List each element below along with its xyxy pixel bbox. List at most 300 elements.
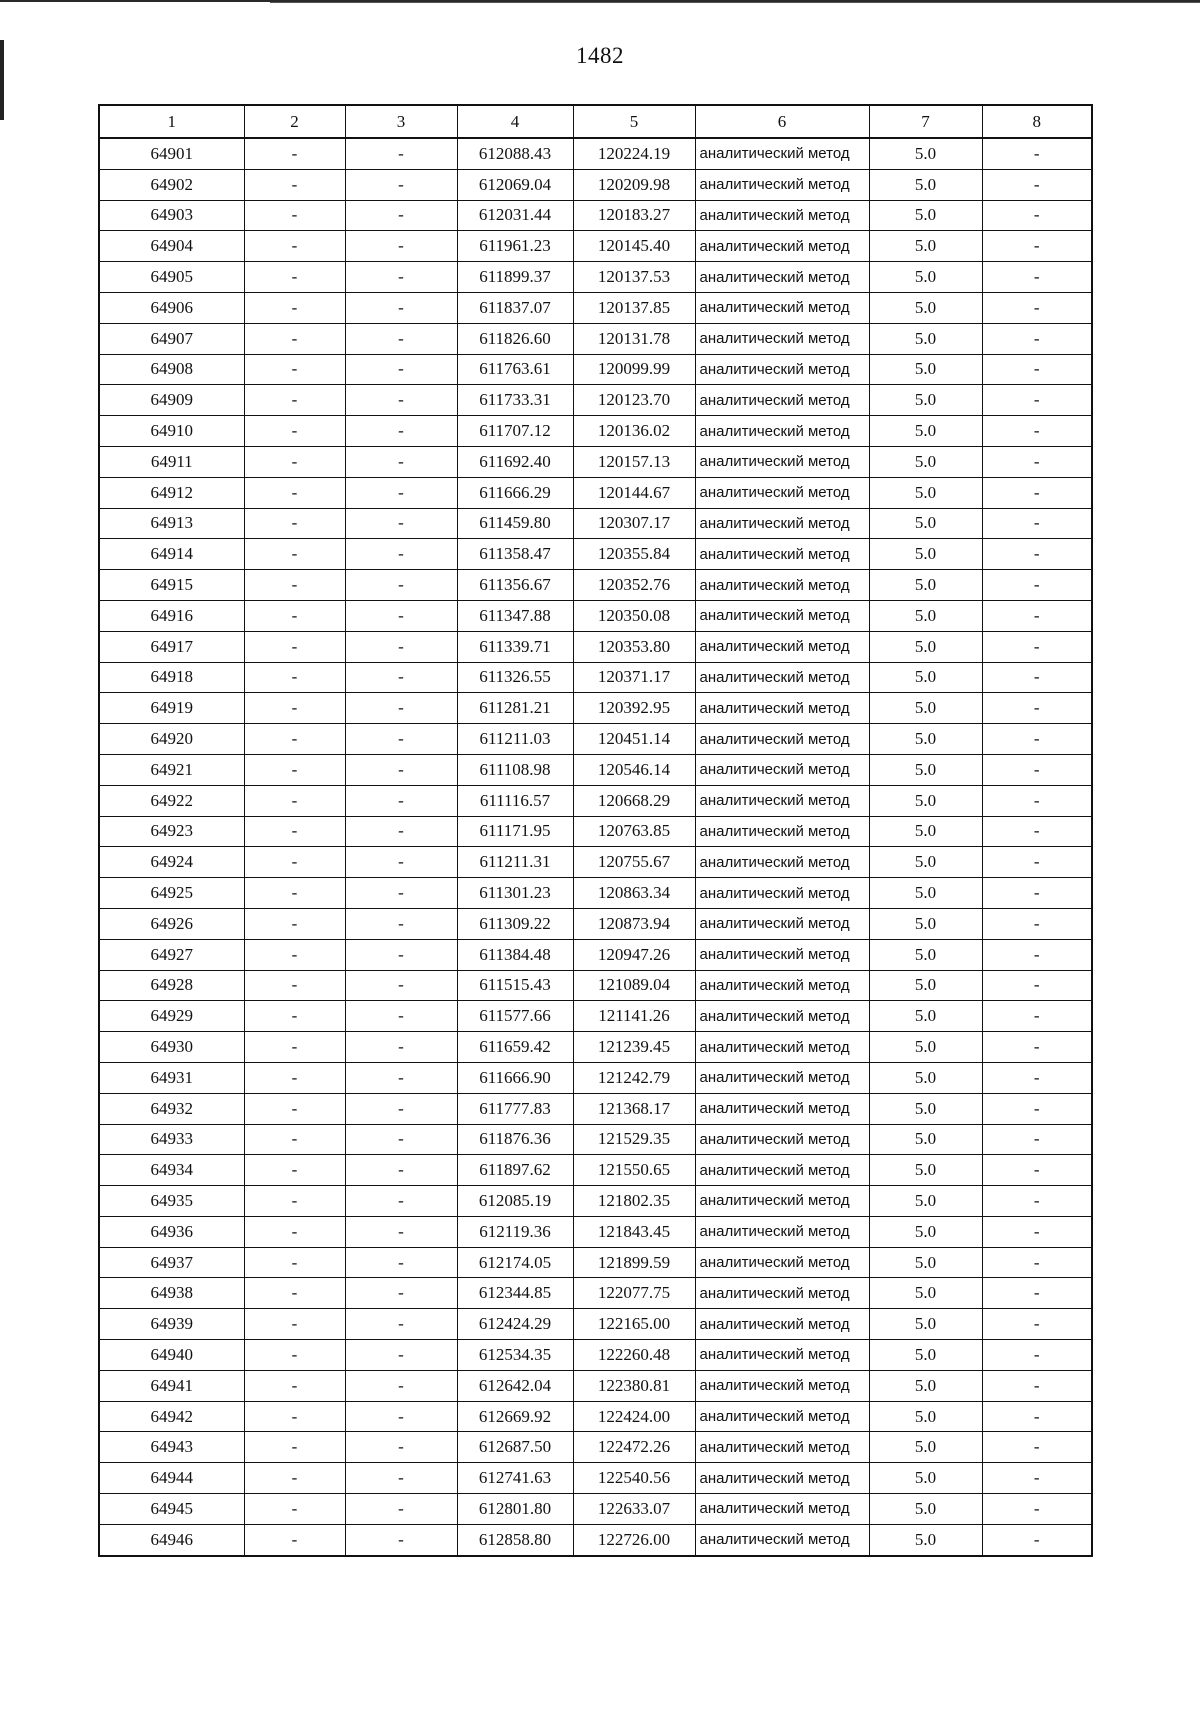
- table-row: [99, 847, 1092, 878]
- col3-cell: -: [345, 262, 457, 293]
- col8-cell: -: [982, 1494, 1092, 1525]
- method-cell: аналитический метод: [695, 1340, 869, 1371]
- col8-cell: -: [982, 570, 1092, 601]
- table-row: [99, 231, 1092, 262]
- point-number-cell: 64902: [99, 169, 244, 200]
- x-coordinate-cell: 611515.43: [457, 970, 573, 1001]
- point-number-cell: 64903: [99, 200, 244, 231]
- col8-cell: -: [982, 1432, 1092, 1463]
- col8-cell: -: [982, 200, 1092, 231]
- x-coordinate-cell: 611666.29: [457, 477, 573, 508]
- accuracy-cell: 5.0: [869, 662, 982, 693]
- col3-cell: -: [345, 1093, 457, 1124]
- table-row: [99, 1032, 1092, 1063]
- x-coordinate-cell: 611876.36: [457, 1124, 573, 1155]
- method-cell: аналитический метод: [695, 385, 869, 416]
- point-number-cell: 64936: [99, 1216, 244, 1247]
- table-row: [99, 200, 1092, 231]
- table-row: [99, 323, 1092, 354]
- table-row: [99, 724, 1092, 755]
- method-cell: аналитический метод: [695, 231, 869, 262]
- col8-cell: -: [982, 231, 1092, 262]
- x-coordinate-cell: 612801.80: [457, 1494, 573, 1525]
- x-coordinate-cell: 612669.92: [457, 1401, 573, 1432]
- col3-cell: -: [345, 1370, 457, 1401]
- col3-cell: -: [345, 1340, 457, 1371]
- accuracy-cell: 5.0: [869, 477, 982, 508]
- y-coordinate-cell: 121843.45: [573, 1216, 695, 1247]
- point-number-cell: 64906: [99, 292, 244, 323]
- y-coordinate-cell: 120123.70: [573, 385, 695, 416]
- x-coordinate-cell: 611659.42: [457, 1032, 573, 1063]
- point-number-cell: 64923: [99, 816, 244, 847]
- col8-cell: -: [982, 1309, 1092, 1340]
- col2-cell: -: [244, 1155, 345, 1186]
- col2-cell: -: [244, 200, 345, 231]
- point-number-cell: 64920: [99, 724, 244, 755]
- col3-cell: -: [345, 1494, 457, 1525]
- col8-cell: -: [982, 1524, 1092, 1555]
- col3-cell: -: [345, 754, 457, 785]
- col8-cell: -: [982, 724, 1092, 755]
- method-cell: аналитический метод: [695, 785, 869, 816]
- table-row: [99, 416, 1092, 447]
- col2-cell: -: [244, 1278, 345, 1309]
- col2-cell: -: [244, 292, 345, 323]
- col8-cell: -: [982, 292, 1092, 323]
- x-coordinate-cell: 611301.23: [457, 878, 573, 909]
- col3-cell: -: [345, 385, 457, 416]
- x-coordinate-cell: 611211.03: [457, 724, 573, 755]
- column-header: 1: [99, 105, 244, 138]
- col8-cell: -: [982, 1186, 1092, 1217]
- method-cell: аналитический метод: [695, 1001, 869, 1032]
- x-coordinate-cell: 611459.80: [457, 508, 573, 539]
- col8-cell: -: [982, 816, 1092, 847]
- accuracy-cell: 5.0: [869, 1278, 982, 1309]
- x-coordinate-cell: 612741.63: [457, 1463, 573, 1494]
- x-coordinate-cell: 611733.31: [457, 385, 573, 416]
- table-row: [99, 1463, 1092, 1494]
- x-coordinate-cell: 611826.60: [457, 323, 573, 354]
- x-coordinate-cell: 612119.36: [457, 1216, 573, 1247]
- col2-cell: -: [244, 477, 345, 508]
- x-coordinate-cell: 612344.85: [457, 1278, 573, 1309]
- col3-cell: -: [345, 354, 457, 385]
- y-coordinate-cell: 122077.75: [573, 1278, 695, 1309]
- method-cell: аналитический метод: [695, 570, 869, 601]
- top-border-line-secondary: [270, 2, 1200, 3]
- col2-cell: -: [244, 1062, 345, 1093]
- col8-cell: -: [982, 446, 1092, 477]
- col2-cell: -: [244, 262, 345, 293]
- col8-cell: -: [982, 1001, 1092, 1032]
- col3-cell: -: [345, 631, 457, 662]
- col3-cell: -: [345, 477, 457, 508]
- method-cell: аналитический метод: [695, 200, 869, 231]
- col8-cell: -: [982, 169, 1092, 200]
- table-row: [99, 970, 1092, 1001]
- method-cell: аналитический метод: [695, 1247, 869, 1278]
- x-coordinate-cell: 611899.37: [457, 262, 573, 293]
- col2-cell: -: [244, 1494, 345, 1525]
- col2-cell: -: [244, 1186, 345, 1217]
- method-cell: аналитический метод: [695, 416, 869, 447]
- col8-cell: -: [982, 693, 1092, 724]
- accuracy-cell: 5.0: [869, 600, 982, 631]
- accuracy-cell: 5.0: [869, 1093, 982, 1124]
- point-number-cell: 64917: [99, 631, 244, 662]
- y-coordinate-cell: 120546.14: [573, 754, 695, 785]
- table-row: [99, 1309, 1092, 1340]
- point-number-cell: 64941: [99, 1370, 244, 1401]
- col8-cell: -: [982, 477, 1092, 508]
- table-row: [99, 939, 1092, 970]
- accuracy-cell: 5.0: [869, 262, 982, 293]
- method-cell: аналитический метод: [695, 1124, 869, 1155]
- method-cell: аналитический метод: [695, 754, 869, 785]
- x-coordinate-cell: 611108.98: [457, 754, 573, 785]
- x-coordinate-cell: 611356.67: [457, 570, 573, 601]
- method-cell: аналитический метод: [695, 138, 869, 169]
- y-coordinate-cell: 121141.26: [573, 1001, 695, 1032]
- col2-cell: -: [244, 1216, 345, 1247]
- x-coordinate-cell: 612687.50: [457, 1432, 573, 1463]
- x-coordinate-cell: 612424.29: [457, 1309, 573, 1340]
- point-number-cell: 64910: [99, 416, 244, 447]
- y-coordinate-cell: 120157.13: [573, 446, 695, 477]
- accuracy-cell: 5.0: [869, 354, 982, 385]
- col8-cell: -: [982, 539, 1092, 570]
- accuracy-cell: 5.0: [869, 1370, 982, 1401]
- col3-cell: -: [345, 1124, 457, 1155]
- point-number-cell: 64918: [99, 662, 244, 693]
- method-cell: аналитический метод: [695, 1216, 869, 1247]
- point-number-cell: 64907: [99, 323, 244, 354]
- col2-cell: -: [244, 1432, 345, 1463]
- y-coordinate-cell: 120144.67: [573, 477, 695, 508]
- column-header: 2: [244, 105, 345, 138]
- method-cell: аналитический метод: [695, 1401, 869, 1432]
- y-coordinate-cell: 122633.07: [573, 1494, 695, 1525]
- accuracy-cell: 5.0: [869, 416, 982, 447]
- col2-cell: -: [244, 1247, 345, 1278]
- point-number-cell: 64913: [99, 508, 244, 539]
- col3-cell: -: [345, 1524, 457, 1555]
- point-number-cell: 64932: [99, 1093, 244, 1124]
- col3-cell: -: [345, 847, 457, 878]
- accuracy-cell: 5.0: [869, 939, 982, 970]
- x-coordinate-cell: 611692.40: [457, 446, 573, 477]
- x-coordinate-cell: 611666.90: [457, 1062, 573, 1093]
- point-number-cell: 64940: [99, 1340, 244, 1371]
- col2-cell: -: [244, 970, 345, 1001]
- x-coordinate-cell: 612031.44: [457, 200, 573, 231]
- point-number-cell: 64919: [99, 693, 244, 724]
- table-row: [99, 816, 1092, 847]
- y-coordinate-cell: 120668.29: [573, 785, 695, 816]
- column-header: 6: [695, 105, 869, 138]
- method-cell: аналитический метод: [695, 1309, 869, 1340]
- col3-cell: -: [345, 292, 457, 323]
- table-row: [99, 292, 1092, 323]
- accuracy-cell: 5.0: [869, 1494, 982, 1525]
- y-coordinate-cell: 121550.65: [573, 1155, 695, 1186]
- col3-cell: -: [345, 816, 457, 847]
- method-cell: аналитический метод: [695, 724, 869, 755]
- point-number-cell: 64943: [99, 1432, 244, 1463]
- x-coordinate-cell: 612534.35: [457, 1340, 573, 1371]
- accuracy-cell: 5.0: [869, 1124, 982, 1155]
- col2-cell: -: [244, 1093, 345, 1124]
- col8-cell: -: [982, 138, 1092, 169]
- accuracy-cell: 5.0: [869, 385, 982, 416]
- table-row: [99, 570, 1092, 601]
- method-cell: аналитический метод: [695, 1155, 869, 1186]
- table-row: [99, 169, 1092, 200]
- table-row: [99, 785, 1092, 816]
- point-number-cell: 64901: [99, 138, 244, 169]
- table-row: [99, 1124, 1092, 1155]
- col3-cell: -: [345, 785, 457, 816]
- x-coordinate-cell: 611326.55: [457, 662, 573, 693]
- accuracy-cell: 5.0: [869, 693, 982, 724]
- col3-cell: -: [345, 1278, 457, 1309]
- y-coordinate-cell: 122540.56: [573, 1463, 695, 1494]
- point-number-cell: 64904: [99, 231, 244, 262]
- col8-cell: -: [982, 1062, 1092, 1093]
- col3-cell: -: [345, 908, 457, 939]
- table-row: [99, 1186, 1092, 1217]
- table-row: [99, 1370, 1092, 1401]
- point-number-cell: 64927: [99, 939, 244, 970]
- col2-cell: -: [244, 508, 345, 539]
- point-number-cell: 64911: [99, 446, 244, 477]
- x-coordinate-cell: 612085.19: [457, 1186, 573, 1217]
- col8-cell: -: [982, 908, 1092, 939]
- method-cell: аналитический метод: [695, 292, 869, 323]
- accuracy-cell: 5.0: [869, 1247, 982, 1278]
- y-coordinate-cell: 122165.00: [573, 1309, 695, 1340]
- x-coordinate-cell: 611358.47: [457, 539, 573, 570]
- method-cell: аналитический метод: [695, 539, 869, 570]
- point-number-cell: 64945: [99, 1494, 244, 1525]
- table-row: [99, 539, 1092, 570]
- col3-cell: -: [345, 1247, 457, 1278]
- method-cell: аналитический метод: [695, 169, 869, 200]
- table-header-row: [99, 105, 1092, 138]
- table-row: [99, 138, 1092, 169]
- col8-cell: -: [982, 1401, 1092, 1432]
- y-coordinate-cell: 120131.78: [573, 323, 695, 354]
- y-coordinate-cell: 120352.76: [573, 570, 695, 601]
- method-cell: аналитический метод: [695, 816, 869, 847]
- col3-cell: -: [345, 200, 457, 231]
- col3-cell: -: [345, 1463, 457, 1494]
- table-row: [99, 385, 1092, 416]
- y-coordinate-cell: 120353.80: [573, 631, 695, 662]
- accuracy-cell: 5.0: [869, 754, 982, 785]
- x-coordinate-cell: 612069.04: [457, 169, 573, 200]
- x-coordinate-cell: 611961.23: [457, 231, 573, 262]
- col2-cell: -: [244, 1001, 345, 1032]
- table-row: [99, 1340, 1092, 1371]
- column-header: 3: [345, 105, 457, 138]
- accuracy-cell: 5.0: [869, 878, 982, 909]
- point-number-cell: 64926: [99, 908, 244, 939]
- method-cell: аналитический метод: [695, 1032, 869, 1063]
- method-cell: аналитический метод: [695, 1370, 869, 1401]
- method-cell: аналитический метод: [695, 970, 869, 1001]
- method-cell: аналитический метод: [695, 354, 869, 385]
- y-coordinate-cell: 120873.94: [573, 908, 695, 939]
- method-cell: аналитический метод: [695, 1062, 869, 1093]
- x-coordinate-cell: 611763.61: [457, 354, 573, 385]
- col2-cell: -: [244, 138, 345, 169]
- accuracy-cell: 5.0: [869, 724, 982, 755]
- col2-cell: -: [244, 385, 345, 416]
- x-coordinate-cell: 611577.66: [457, 1001, 573, 1032]
- method-cell: аналитический метод: [695, 1278, 869, 1309]
- point-number-cell: 64938: [99, 1278, 244, 1309]
- accuracy-cell: 5.0: [869, 446, 982, 477]
- y-coordinate-cell: 121242.79: [573, 1062, 695, 1093]
- point-number-cell: 64916: [99, 600, 244, 631]
- table-row: [99, 662, 1092, 693]
- point-number-cell: 64939: [99, 1309, 244, 1340]
- accuracy-cell: 5.0: [869, 539, 982, 570]
- method-cell: аналитический метод: [695, 693, 869, 724]
- point-number-cell: 64912: [99, 477, 244, 508]
- col2-cell: -: [244, 323, 345, 354]
- col8-cell: -: [982, 323, 1092, 354]
- y-coordinate-cell: 120224.19: [573, 138, 695, 169]
- table-row: [99, 1432, 1092, 1463]
- accuracy-cell: 5.0: [869, 1216, 982, 1247]
- accuracy-cell: 5.0: [869, 508, 982, 539]
- table-row: [99, 1093, 1092, 1124]
- col2-cell: -: [244, 693, 345, 724]
- y-coordinate-cell: 120137.53: [573, 262, 695, 293]
- y-coordinate-cell: 120099.99: [573, 354, 695, 385]
- table-row: [99, 600, 1092, 631]
- x-coordinate-cell: 611777.83: [457, 1093, 573, 1124]
- col2-cell: -: [244, 1032, 345, 1063]
- table-row: [99, 878, 1092, 909]
- method-cell: аналитический метод: [695, 631, 869, 662]
- y-coordinate-cell: 120209.98: [573, 169, 695, 200]
- point-number-cell: 64946: [99, 1524, 244, 1555]
- table-row: [99, 1155, 1092, 1186]
- method-cell: аналитический метод: [695, 662, 869, 693]
- column-header: 4: [457, 105, 573, 138]
- table-row: [99, 1247, 1092, 1278]
- col8-cell: -: [982, 508, 1092, 539]
- accuracy-cell: 5.0: [869, 169, 982, 200]
- accuracy-cell: 5.0: [869, 570, 982, 601]
- col3-cell: -: [345, 169, 457, 200]
- method-cell: аналитический метод: [695, 847, 869, 878]
- method-cell: аналитический метод: [695, 1093, 869, 1124]
- col8-cell: -: [982, 1463, 1092, 1494]
- y-coordinate-cell: 121899.59: [573, 1247, 695, 1278]
- col2-cell: -: [244, 446, 345, 477]
- accuracy-cell: 5.0: [869, 323, 982, 354]
- y-coordinate-cell: 121239.45: [573, 1032, 695, 1063]
- col3-cell: -: [345, 570, 457, 601]
- table-row: [99, 508, 1092, 539]
- table-row: [99, 1001, 1092, 1032]
- col8-cell: -: [982, 600, 1092, 631]
- y-coordinate-cell: 120183.27: [573, 200, 695, 231]
- y-coordinate-cell: 120307.17: [573, 508, 695, 539]
- table-row: [99, 908, 1092, 939]
- col2-cell: -: [244, 908, 345, 939]
- col2-cell: -: [244, 354, 345, 385]
- table-row: [99, 354, 1092, 385]
- x-coordinate-cell: 611339.71: [457, 631, 573, 662]
- method-cell: аналитический метод: [695, 1463, 869, 1494]
- col8-cell: -: [982, 1216, 1092, 1247]
- page-number: 1482: [576, 43, 624, 68]
- col2-cell: -: [244, 539, 345, 570]
- col8-cell: -: [982, 1340, 1092, 1371]
- col2-cell: -: [244, 1401, 345, 1432]
- y-coordinate-cell: 120145.40: [573, 231, 695, 262]
- accuracy-cell: 5.0: [869, 1155, 982, 1186]
- col2-cell: -: [244, 600, 345, 631]
- col2-cell: -: [244, 847, 345, 878]
- table-row: [99, 631, 1092, 662]
- col3-cell: -: [345, 138, 457, 169]
- col3-cell: -: [345, 323, 457, 354]
- col3-cell: -: [345, 1432, 457, 1463]
- col8-cell: -: [982, 1093, 1092, 1124]
- col8-cell: -: [982, 416, 1092, 447]
- x-coordinate-cell: 611347.88: [457, 600, 573, 631]
- accuracy-cell: 5.0: [869, 200, 982, 231]
- col3-cell: -: [345, 1001, 457, 1032]
- x-coordinate-cell: 611897.62: [457, 1155, 573, 1186]
- coordinates-table: [98, 104, 1093, 1557]
- table-row: [99, 446, 1092, 477]
- col2-cell: -: [244, 570, 345, 601]
- x-coordinate-cell: 611309.22: [457, 908, 573, 939]
- col2-cell: -: [244, 724, 345, 755]
- x-coordinate-cell: 611281.21: [457, 693, 573, 724]
- col2-cell: -: [244, 1340, 345, 1371]
- y-coordinate-cell: 120392.95: [573, 693, 695, 724]
- point-number-cell: 64942: [99, 1401, 244, 1432]
- col2-cell: -: [244, 754, 345, 785]
- col8-cell: -: [982, 1155, 1092, 1186]
- y-coordinate-cell: 120371.17: [573, 662, 695, 693]
- col8-cell: -: [982, 1124, 1092, 1155]
- accuracy-cell: 5.0: [869, 1463, 982, 1494]
- col3-cell: -: [345, 1062, 457, 1093]
- point-number-cell: 64922: [99, 785, 244, 816]
- column-header: 7: [869, 105, 982, 138]
- col8-cell: -: [982, 1278, 1092, 1309]
- accuracy-cell: 5.0: [869, 1401, 982, 1432]
- y-coordinate-cell: 120947.26: [573, 939, 695, 970]
- x-coordinate-cell: 612642.04: [457, 1370, 573, 1401]
- col3-cell: -: [345, 416, 457, 447]
- accuracy-cell: 5.0: [869, 138, 982, 169]
- col2-cell: -: [244, 1524, 345, 1555]
- table-row: [99, 1524, 1092, 1555]
- method-cell: аналитический метод: [695, 908, 869, 939]
